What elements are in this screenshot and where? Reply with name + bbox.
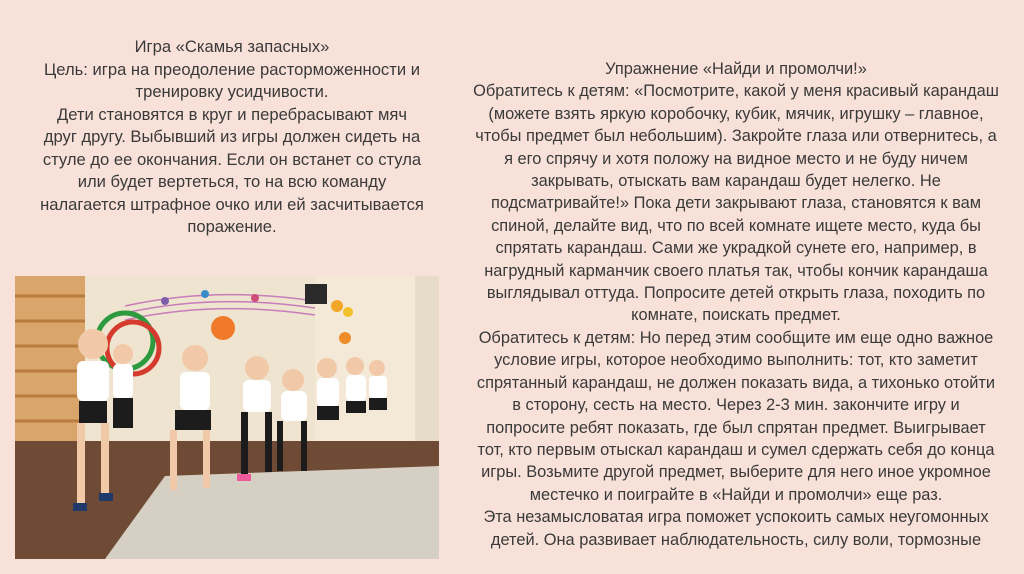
right-line: Обратитесь к детям: «Посмотрите, какой у меня красивый карандаш — [473, 82, 999, 101]
left-line: тренировку усидчивости. — [135, 82, 329, 101]
right-line: в сторону, сесть на место. Через 2-3 мин. закончите игру и — [512, 396, 960, 415]
right-line: тот, кто первым отыскал карандаш и сумел сдержать себя до конца — [477, 440, 995, 459]
right-line: попросите ребят показать, где был спрятан предмет. Выигрывает — [486, 418, 986, 437]
right-line: закрывать, отыскать вам карандаш будет нелегко. Не — [531, 172, 941, 191]
left-line: стуле до ее окончания. Если он встанет со стула — [42, 149, 422, 169]
right-line: выглядывал оттуда. Попросите детей открыть глаза, походить по — [486, 284, 986, 303]
left-line: или будет вертеться, то на всю команду — [77, 172, 387, 191]
right-line: спрятанный карандаш, не должен показать вида, а тихонько отойти — [476, 373, 996, 392]
left-line: Дети становятся в круг и перебрасывают мяч — [56, 104, 408, 124]
right-line: условие игры, которое необходимо выполнить: тот, кто заметит — [494, 351, 978, 370]
right-line: Эта незамысловатая игра поможет успокоить самых неугомонных — [483, 508, 989, 527]
left-line: налагается штрафное очко или ей засчитывается — [40, 194, 424, 214]
right-line: чтобы предмет был небольшим). Закройте глаза или отвернитесь, а — [475, 127, 997, 146]
right-line: (можете взять яркую коробочку, кубик, мячик, игрушку – главное, — [488, 104, 984, 123]
right-line: Обратитесь к детям: Но перед этим сообщите им еще одно важное — [478, 328, 994, 347]
right-line: местечко и поиграйте в «Найди и промолчи» еще раз. — [529, 485, 943, 504]
left-line: друг другу. Выбывший из игры должен сидеть на — [43, 127, 421, 146]
left-title: Игра «Скамья запасных» — [134, 37, 330, 56]
left-text-block — [22, 36, 442, 239]
right-line: комнате, поискать предмет. — [631, 306, 841, 325]
left-line: поражение. — [187, 217, 277, 236]
left-line: Цель: игра на преодоление расторможенности и — [44, 59, 420, 79]
right-line: нагрудный карманчик своего платья так, чтобы кончик карандаша — [484, 261, 988, 280]
right-line: подсматривайте!» Пока дети закрывают глаза, становятся к вам — [490, 194, 982, 213]
right-line: детей. Она развивает наблюдательность, силу воли, тормозные — [490, 530, 982, 549]
right-line: спрятать карандаш. Сами же украдкой сунете его, например, в — [495, 239, 977, 258]
right-text-block — [452, 58, 1020, 551]
children-exercise-photo — [15, 276, 439, 559]
right-title: Упражнение «Найди и промолчи!» — [605, 60, 867, 78]
right-line: спиной, делайте вид, что по всей комнате ищете место, куда бы — [491, 216, 981, 235]
right-line: игры. Возьмите другой предмет, выберите для него иное укромное — [481, 463, 991, 482]
right-line: я его спрячу и хотя положу на видное место и не буду ничем — [504, 149, 968, 168]
